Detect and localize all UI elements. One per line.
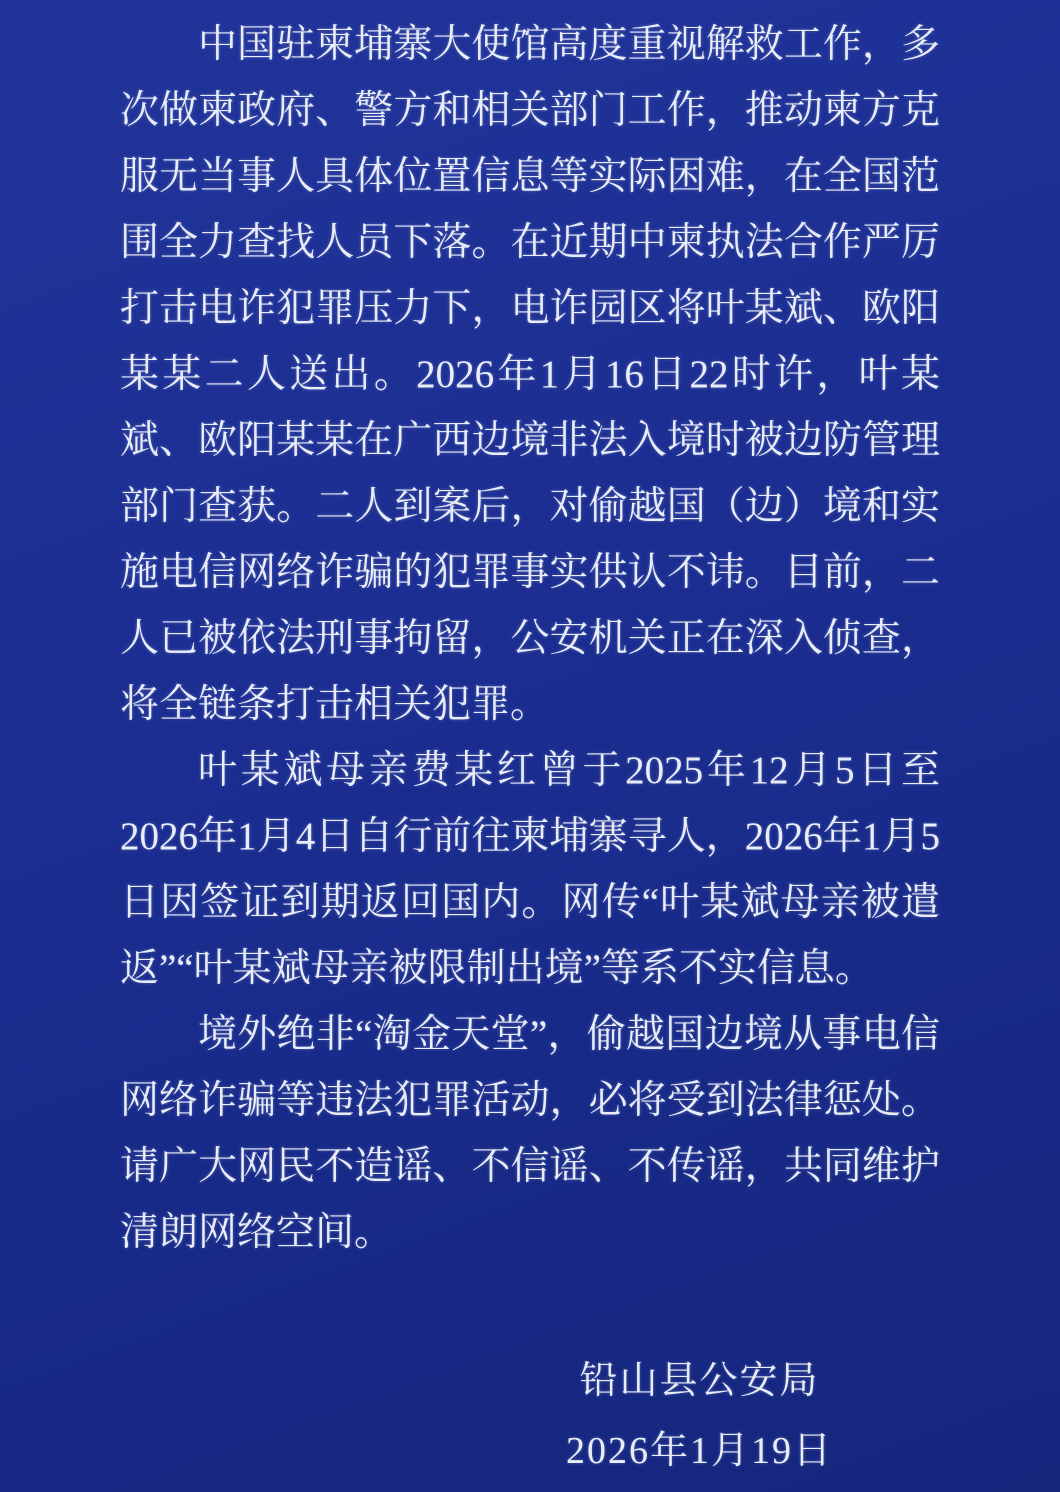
notice-paragraph-mother-rumors: 叶某斌母亲费某红曾于2025年12月5日至2026年1月4日自行前往柬埔寨寻人，2026年1月5日因签证到期返回国内。网传“叶某斌母亲被遣返”“叶某斌母亲被限制出境”等系不实信息。 bbox=[120, 749, 940, 990]
issue-date: 2026年1月19日 bbox=[565, 1430, 833, 1472]
signature-block bbox=[566, 1346, 833, 1486]
issuing-authority: 铅山县公安局 bbox=[579, 1360, 820, 1402]
notice-paragraph-rescue-efforts: 中国驻柬埔寨大使馆高度重视解救工作，多次做柬政府、警方和相关部门工作，推动柬方克服无当事人具体位置信息等实际困难，在全国范围全力查找人员下落。在近期中柬执法合作严厉打击电诈犯罪压力下，电诈园区将叶某斌、欧阳某某二人送出。2026年1月16日22时许，叶某斌、欧阳某某在广西边境非法入境时被边防管理部门查获。二人到案后，对偷越国（边）境和实施电信网络诈骗的犯罪事实供认不讳。目前，二人已被依法刑事拘留，公安机关正在深入侦查，将全链条打击相关犯罪。 bbox=[120, 23, 940, 726]
notice-paragraph-warning: 境外绝非“淘金天堂”，偷越国边境从事电信网络诈骗等违法犯罪活动，必将受到法律惩处。请广大网民不造谣、不信谣、不传谣，共同维护清朗网络空间。 bbox=[120, 1013, 940, 1254]
